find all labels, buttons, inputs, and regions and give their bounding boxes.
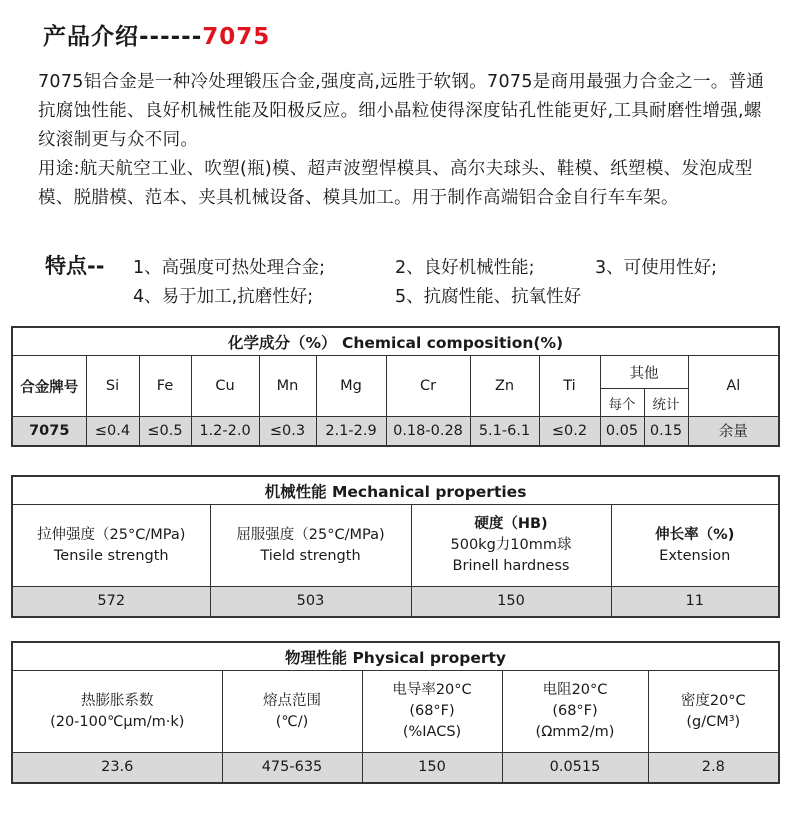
header-line: (68°F) xyxy=(409,703,455,719)
element-value: 1.2-2.0 xyxy=(191,417,259,446)
element-header: Mn xyxy=(259,356,316,417)
al-value: 余量 xyxy=(688,417,779,446)
feature-item: 5、抗腐性能、抗氧性好 xyxy=(395,287,582,307)
grade-value: 7075 xyxy=(12,417,86,446)
other-value: 0.15 xyxy=(644,417,688,446)
header-line: 熔点范围 xyxy=(263,692,321,709)
thermal-expansion-header xyxy=(12,671,222,753)
mechanical-title: 机械性能 Mechanical properties xyxy=(12,476,779,505)
feature-item: 3、可使用性好; xyxy=(595,258,718,278)
physical-title: 物理性能 Physical property xyxy=(12,642,779,671)
melting-range-value: 475-635 xyxy=(222,753,362,783)
element-header: Zn xyxy=(470,356,539,417)
other-value: 0.05 xyxy=(600,417,644,446)
header-en: Brinell hardness xyxy=(452,558,570,574)
element-value: 2.1-2.9 xyxy=(316,417,386,446)
header-line: (℃/) xyxy=(275,713,309,730)
melting-range-header xyxy=(222,671,362,753)
description-paragraph: 7075铝合金是一种冷处理锻压合金,强度高,远胜于软钢。7075是商用最强力合金之一。普通抗腐蚀性能、良好机械性能及阳极反应。细小晶粒使得深度钻孔性能更好,工具耐磨性增强,螺纹滚制更与众不同。 xyxy=(38,72,765,150)
extension-value: 11 xyxy=(611,587,779,617)
header-line: (68°F) xyxy=(552,703,598,719)
header-line: 热膨胀系数 xyxy=(81,692,154,709)
element-value: ≤0.4 xyxy=(86,417,139,446)
conductivity-header xyxy=(362,671,502,753)
element-value: ≤0.2 xyxy=(539,417,600,446)
header-line: 电阻20°C xyxy=(542,682,608,698)
element-value: ≤0.3 xyxy=(259,417,316,446)
features-line-1 xyxy=(133,254,717,279)
other-sub-header: 统计 xyxy=(644,389,688,417)
conductivity-value: 150 xyxy=(362,753,502,783)
tensile-header xyxy=(12,505,210,587)
description-usage: 用途:航天航空工业、吹塑(瓶)模、超声波塑悍模具、高尔夫球头、鞋模、纸塑模、发泡成型模、脱腊模、范本、夹具机械设备、模具加工。用于制作高端铝合金自行车车架。 xyxy=(38,159,753,208)
al-header: Al xyxy=(688,356,779,417)
element-value: 5.1-6.1 xyxy=(470,417,539,446)
density-value: 2.8 xyxy=(648,753,779,783)
header-cn: 伸长率（%) xyxy=(655,526,735,543)
header-en: Tield strength xyxy=(260,547,361,564)
element-header: Fe xyxy=(139,356,191,417)
element-value: 0.18-0.28 xyxy=(386,417,470,446)
yield-value: 503 xyxy=(210,587,411,617)
grade-header: 合金牌号 xyxy=(12,356,86,417)
feature-item: 1、高强度可热处理合金; xyxy=(133,258,326,278)
header-line: (%IACS) xyxy=(402,724,462,740)
resistance-value: 0.0515 xyxy=(502,753,648,783)
chemical-title: 化学成分（%） Chemical composition(%) xyxy=(12,327,779,356)
element-header: Ti xyxy=(539,356,600,417)
features-dash: -- xyxy=(87,254,105,278)
header-line: (20-100℃μm/m·k) xyxy=(50,713,185,730)
description xyxy=(38,68,766,213)
header-line: (g/CM³) xyxy=(686,713,741,730)
feature-item: 2、良好机械性能; xyxy=(395,258,535,278)
tensile-value: 572 xyxy=(12,587,210,617)
element-header: Cu xyxy=(191,356,259,417)
header-mid: 500kg力10mm球 xyxy=(450,537,572,553)
features-label-text: 特点 xyxy=(45,254,87,278)
other-sub-header: 每个 xyxy=(600,389,644,417)
chemical-table xyxy=(11,326,780,447)
title-model: 7075 xyxy=(202,24,271,50)
element-value: ≤0.5 xyxy=(139,417,191,446)
element-header: Si xyxy=(86,356,139,417)
features-label xyxy=(45,250,104,280)
header-line: 密度20°C xyxy=(680,692,746,709)
element-header: Mg xyxy=(316,356,386,417)
other-header: 其他 xyxy=(600,356,688,389)
header-cn: 屈服强度（25°C/MPa) xyxy=(236,526,385,543)
extension-header xyxy=(611,505,779,587)
features-line-2 xyxy=(133,283,581,308)
resistance-header xyxy=(502,671,648,753)
hardness-header xyxy=(411,505,611,587)
hardness-value: 150 xyxy=(411,587,611,617)
physical-table xyxy=(11,641,780,784)
title-prefix: 产品介绍------ xyxy=(43,24,203,50)
page-title xyxy=(43,18,270,51)
density-header xyxy=(648,671,779,753)
feature-item: 4、易于加工,抗磨性好; xyxy=(133,287,314,307)
thermal-expansion-value: 23.6 xyxy=(12,753,222,783)
header-line: 电导率20°C xyxy=(392,682,472,698)
yield-header xyxy=(210,505,411,587)
header-cn: 拉伸强度（25°C/MPa) xyxy=(37,526,186,543)
header-cn: 硬度（HB) xyxy=(474,516,548,532)
header-en: Tensile strength xyxy=(53,547,169,564)
header-line: (Ωmm2/m) xyxy=(535,724,615,740)
header-en: Extension xyxy=(659,547,731,564)
element-header: Cr xyxy=(386,356,470,417)
mechanical-table xyxy=(11,475,780,618)
